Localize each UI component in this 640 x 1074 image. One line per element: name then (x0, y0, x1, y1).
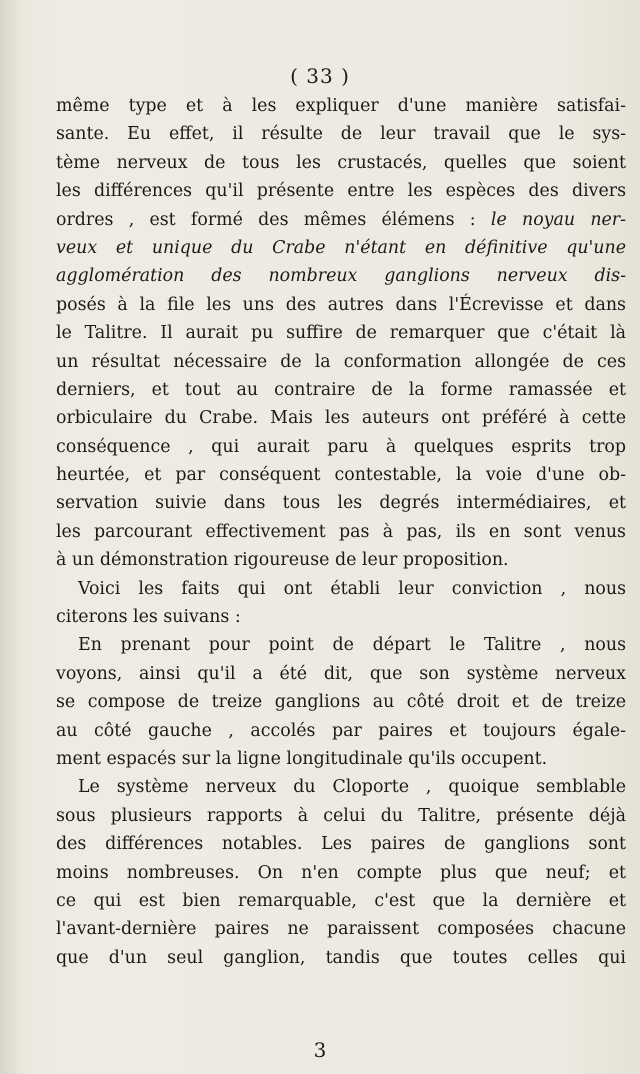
text-line: orbiculaire du Crabe. Mais les auteurs ont préféré à cette (56, 408, 626, 429)
text-line: un résultat nécessaire de la conformation allongée de ces (56, 351, 626, 372)
text-line (56, 234, 626, 262)
italic-line: veux et unique du Crabe n'étant en définitive qu'une (56, 237, 626, 258)
page-number: ( 33 ) (290, 64, 350, 88)
signature-mark: 3 (313, 1038, 327, 1062)
body-text (56, 92, 626, 972)
text-line: voyons, ainsi qu'il a été dit, que son système nerveux (56, 663, 626, 684)
text-line: les différences qu'il présente entre les espèces des divers (56, 181, 626, 202)
text-line: tème nerveux de tous les crustacés, quelles que soient (56, 152, 626, 173)
text-line: Voici les faits qui ont établi leur conviction , nous (78, 578, 626, 599)
text-line: se compose de treize ganglions au côté droit et de treize (56, 692, 626, 713)
text-line: moins nombreuses. On n'en compte plus que neuf; et (56, 862, 626, 883)
text-line: servation suivie dans tous les degrés intermédiaires, et (56, 493, 626, 514)
text-line: à un démonstration rigoureuse de leur proposition. (56, 550, 509, 571)
text-line: le Talitre. Il aurait pu suffire de remarquer que c'était là (56, 323, 626, 344)
text-line: sous plusieurs rapports à celui du Talitre, présente déjà (56, 805, 626, 826)
text-span: ordres , est formé des mêmes élémens : (56, 209, 491, 230)
text-line: ce qui est bien remarquable, c'est que la dernière et (56, 890, 626, 911)
text-line: heurtée, et par conséquent contestable, la voie d'une ob- (56, 465, 626, 486)
text-line: derniers, et tout au contraire de la forme ramassée et (56, 379, 626, 400)
italic-span: le noyau ner- (490, 209, 626, 230)
text-line: des différences notables. Les paires de ganglions sont (56, 834, 626, 855)
text-line: les parcourant effectivement pas à pas, ils en sont venus (56, 521, 626, 542)
text-line: conséquence , qui aurait paru à quelques esprits trop (56, 436, 626, 457)
text-line: citerons les suivans : (56, 607, 241, 628)
italic-line: agglomération des nombreux ganglions nerveux dis- (56, 266, 626, 287)
text-line: Le système nerveux du Cloporte , quoique semblable (78, 777, 626, 798)
text-line: posés à la file les uns des autres dans l'Écrevisse et dans (56, 294, 626, 315)
text-line (56, 206, 626, 234)
text-line: ment espacés sur la ligne longitudinale qu'ils occupent. (56, 748, 548, 769)
text-line: au côté gauche , accolés par paires et toujours égale- (56, 720, 626, 741)
text-line (56, 262, 626, 290)
text-line: En prenant pour point de départ le Talitre , nous (78, 635, 626, 656)
text-line: l'avant-dernière paires ne paraissent composées chacune (56, 919, 626, 940)
text-line: même type et à les expliquer d'une manière satisfai- (56, 96, 626, 116)
text-line: sante. Eu effet, il résulte de leur travail que le sys- (56, 124, 626, 145)
text-line: que d'un seul ganglion, tandis que toutes celles qui (56, 947, 626, 968)
